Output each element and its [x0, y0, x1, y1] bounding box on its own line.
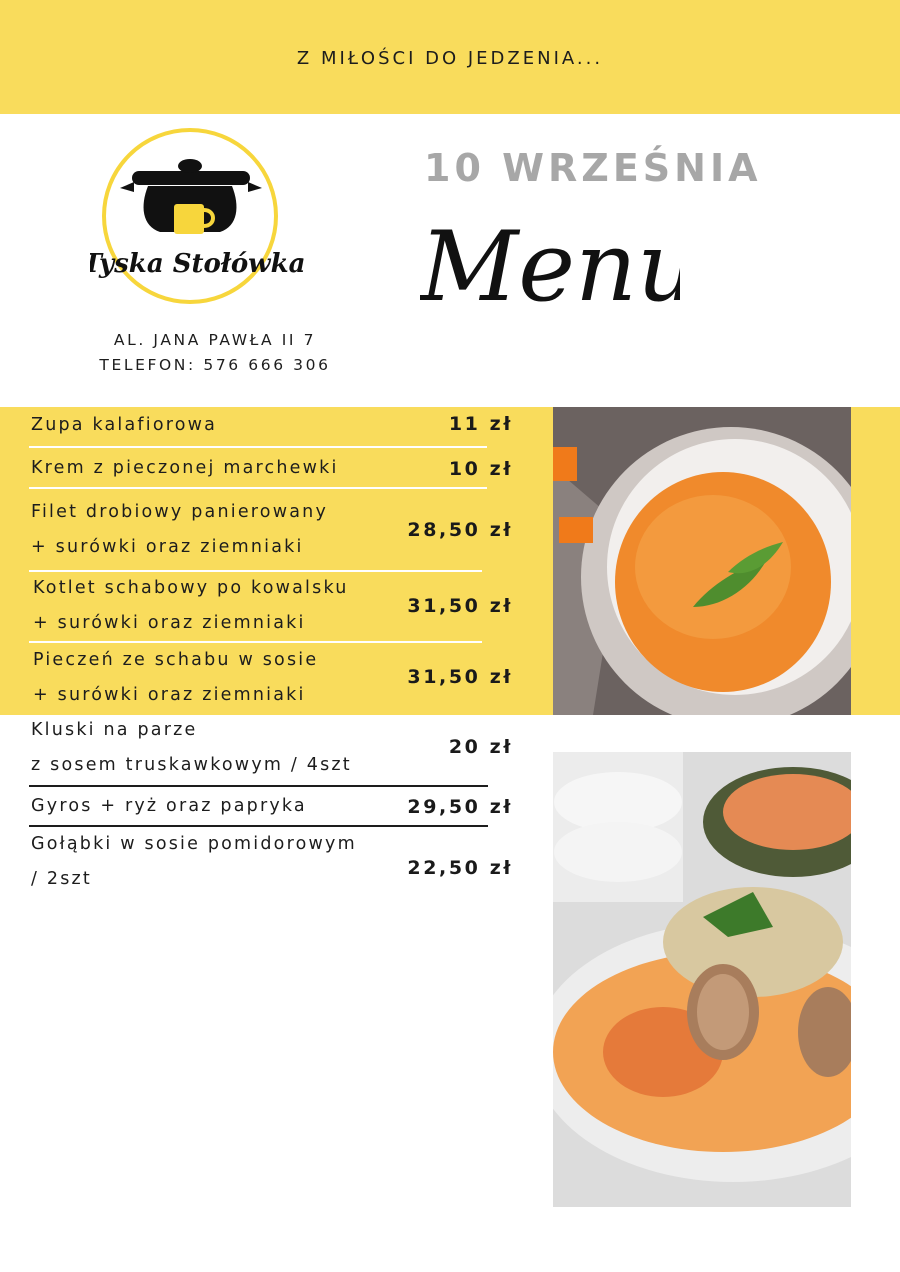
menu-title-text: Menu — [420, 211, 680, 323]
menu-divider — [29, 570, 482, 572]
menu-divider — [29, 487, 487, 489]
menu-item-detail: / 2szt — [31, 869, 92, 889]
address: AL. JANA PAWŁA II 7 — [113, 331, 317, 349]
menu-divider — [29, 641, 482, 643]
brand-name: Tyska Stołówka — [90, 249, 306, 279]
menu-item-name: Kluski na parze — [31, 720, 198, 740]
soup-photo — [553, 407, 851, 715]
menu-divider — [29, 446, 487, 448]
menu-item-price: 28,50 zł — [407, 519, 513, 541]
menu-item-name: Zupa kalafiorowa — [31, 415, 218, 435]
menu-item-price: 20 zł — [448, 736, 513, 758]
menu-item-price: 11 zł — [448, 413, 513, 435]
cabbage-rolls-photo — [553, 752, 851, 1207]
menu-item-name: Pieczeń ze schabu w sosie — [33, 650, 319, 670]
menu-item-price: 31,50 zł — [407, 595, 513, 617]
logo — [90, 126, 320, 316]
menu-divider — [29, 785, 488, 787]
menu-item-detail: + surówki oraz ziemniaki — [31, 537, 304, 557]
phone: TELEFON: 576 666 306 — [99, 356, 331, 374]
tagline: Z MIŁOŚCI DO JEDZENIA... — [296, 48, 604, 69]
menu-item-price: 22,50 zł — [407, 857, 513, 879]
pot-with-cup-icon — [90, 126, 320, 316]
menu-item-price: 29,50 zł — [407, 796, 513, 818]
menu-title — [420, 200, 680, 380]
menu-item-price: 10 zł — [448, 458, 513, 480]
menu-item-name: Gyros + ryż oraz papryka — [31, 796, 307, 816]
menu-date: 10 WRZEŚNIA — [424, 146, 762, 190]
menu-item-name: Krem z pieczonej marchewki — [31, 458, 339, 478]
menu-item-name: Gołąbki w sosie pomidorowym — [31, 834, 357, 854]
menu-item-name: Kotlet schabowy po kowalsku — [33, 578, 349, 598]
menu-item-name: Filet drobiowy panierowany — [31, 502, 328, 522]
menu-item-detail: + surówki oraz ziemniaki — [33, 685, 306, 705]
menu-item-price: 31,50 zł — [407, 666, 513, 688]
menu-item-detail: + surówki oraz ziemniaki — [33, 613, 306, 633]
menu-item-detail: z sosem truskawkowym / 4szt — [31, 755, 352, 775]
menu-divider — [29, 825, 488, 827]
